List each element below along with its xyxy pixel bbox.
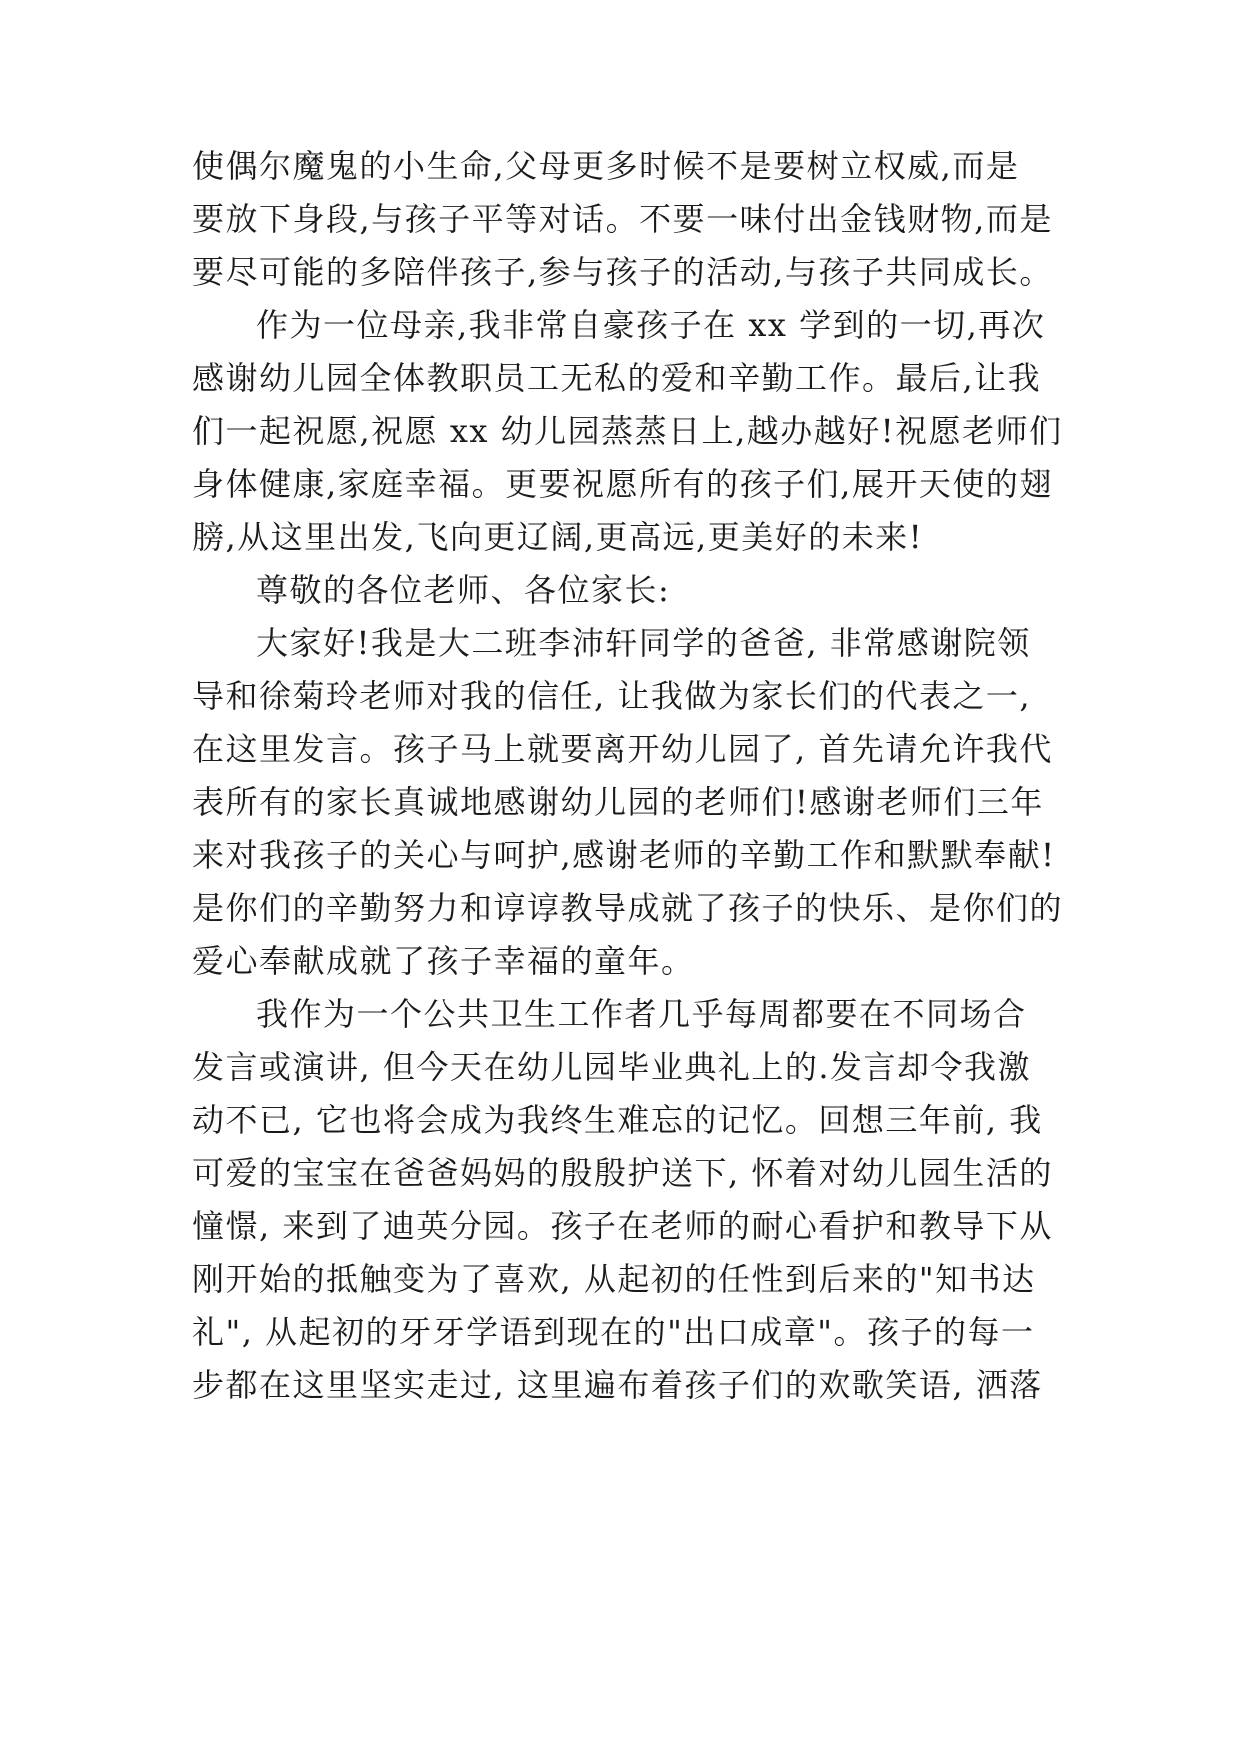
text-line: 礼", 从起初的牙牙学语到现在的"出口成章"。孩子的每一 (192, 1313, 1035, 1351)
text-line: 们一起祝愿,祝愿 xx 幼儿园蒸蒸日上,越办越好!祝愿老师们 (192, 412, 1063, 450)
text-line: 憧憬, 来到了迪英分园。孩子在老师的耐心看护和教导下从 (192, 1207, 1053, 1245)
salutation: 尊敬的各位老师、各位家长: (256, 571, 671, 609)
text-line: 使偶尔魔鬼的小生命,父母更多时候不是要树立权威,而是 (192, 147, 1020, 185)
text-line: 刚开始的抵触变为了喜欢, 从起初的任性到后来的"知书达 (192, 1260, 1036, 1298)
text-line: 要放下身段,与孩子平等对话。不要一味付出金钱财物,而是 (192, 200, 1053, 238)
text-line: 要尽可能的多陪伴孩子,参与孩子的活动,与孩子共同成长。 (192, 253, 1053, 291)
text-line: 身体健康,家庭幸福。更要祝愿所有的孩子们,展开天使的翅 (192, 465, 1053, 503)
text-line: 表所有的家长真诚地感谢幼儿园的老师们!感谢老师们三年 (192, 783, 1044, 821)
text-line: 膀,从这里出发,飞向更辽阔,更高远,更美好的未来! (192, 518, 924, 556)
text-line: 可爱的宝宝在爸爸妈妈的殷殷护送下, 怀着对幼儿园生活的 (192, 1154, 1053, 1192)
text-line: 是你们的辛勤努力和谆谆教导成就了孩子的快乐、是你们的 (192, 889, 1064, 927)
text-line: 导和徐菊玲老师对我的信任, 让我做为家长们的代表之一, (192, 677, 1032, 715)
text-line: 动不已, 它也将会成为我终生难忘的记忆。回想三年前, 我 (192, 1101, 1043, 1139)
paragraph-first-line: 作为一位母亲,我非常自豪孩子在 xx 学到的一切,再次 (256, 306, 1046, 344)
text-line: 发言或演讲, 但今天在幼儿园毕业典礼上的.发言却令我激 (192, 1048, 1032, 1086)
paragraph-first-line: 大家好!我是大二班李沛轩同学的爸爸, 非常感谢院领 (256, 624, 1031, 662)
text-line: 感谢幼儿园全体教职员工无私的爱和辛勤工作。最后,让我 (192, 359, 1042, 397)
paragraph-first-line: 我作为一个公共卫生工作者几乎每周都要在不同场合 (256, 995, 1027, 1033)
text-line: 在这里发言。孩子马上就要离开幼儿园了, 首先请允许我代 (192, 730, 1053, 768)
text-line: 来对我孩子的关心与呵护,感谢老师的辛勤工作和默默奉献! (192, 836, 1056, 874)
text-line: 步都在这里坚实走过, 这里遍布着孩子们的欢歌笑语, 洒落 (192, 1366, 1043, 1404)
text-line: 爱心奉献成就了孩子幸福的童年。 (192, 942, 695, 980)
